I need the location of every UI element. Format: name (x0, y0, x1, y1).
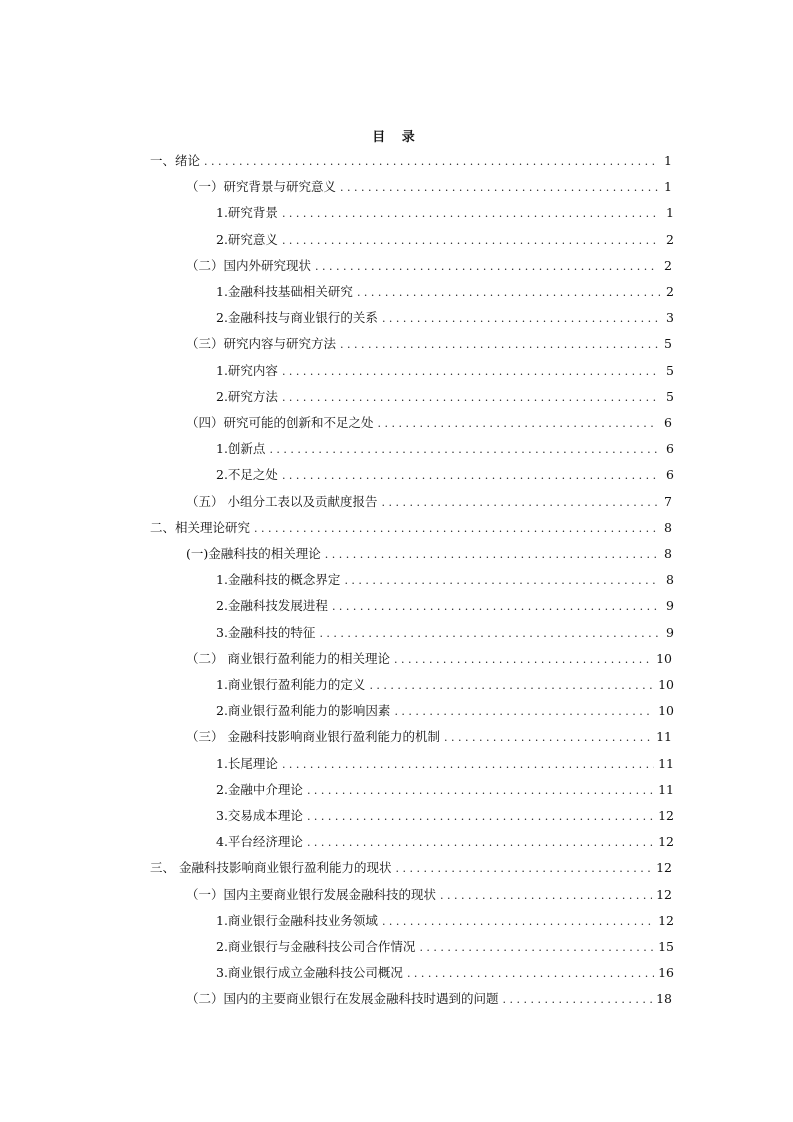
toc-entry[interactable] (186, 490, 672, 514)
toc-entry-label: (一)金融科技的相关理论 (186, 546, 321, 561)
toc-entry-label: 1.商业银行金融科技业务领域 (216, 912, 378, 928)
toc-entry-page: 1 (664, 179, 672, 195)
toc-entry-page: 16 (658, 965, 674, 981)
toc-leader-dots (282, 386, 660, 410)
toc-entry[interactable] (150, 856, 672, 880)
toc-entry-label: 1.金融科技的概念界定 (216, 572, 341, 588)
toc-entry-label: （一）研究背景与研究意义 (186, 179, 337, 195)
toc-leader-dots (325, 543, 658, 567)
toc-leader-dots (307, 779, 654, 803)
toc-leader-dots (204, 150, 658, 174)
toc-entry-page: 15 (658, 939, 674, 954)
toc-entry-page: 5 (666, 362, 674, 378)
toc-leader-dots (319, 622, 660, 646)
toc-leader-dots (407, 962, 654, 986)
toc-leader-dots (340, 333, 658, 357)
toc-leader-dots (315, 255, 658, 279)
toc-entry-label: 2.商业银行盈利能力的影响因素 (216, 703, 391, 719)
toc-entry[interactable] (216, 621, 674, 645)
toc-entry-page: 11 (656, 729, 672, 745)
toc-entry[interactable] (216, 804, 674, 828)
toc-entry-page: 12 (658, 912, 674, 928)
toc-entry-page: 11 (658, 755, 674, 771)
toc-entry-page: 11 (658, 781, 674, 797)
toc-entry[interactable] (216, 201, 674, 225)
toc-entry-page: 10 (658, 677, 674, 692)
toc-leader-dots (444, 726, 652, 750)
toc-entry-page: 6 (666, 441, 674, 457)
toc-entry[interactable] (216, 568, 674, 592)
toc-entry-label: 2.商业银行与金融科技公司合作情况 (216, 939, 416, 954)
toc-entry-page: 8 (664, 519, 672, 535)
toc-entry-page: 9 (666, 598, 674, 614)
toc-entry-page: 1 (666, 205, 674, 221)
toc-entry[interactable] (216, 228, 674, 252)
toc-leader-dots (419, 936, 654, 960)
toc-entry-page: 5 (664, 336, 672, 352)
toc-entry[interactable] (216, 830, 674, 854)
toc-leader-dots (378, 412, 658, 436)
toc-entry-label: 三、 金融科技影响商业银行盈利能力的现状 (150, 860, 392, 876)
toc-entry-page: 9 (666, 624, 674, 640)
toc-leader-dots (382, 910, 654, 934)
toc-leader-dots (307, 805, 654, 829)
toc-leader-dots (282, 464, 660, 488)
toc-entry[interactable] (216, 359, 674, 383)
toc-entry-page: 5 (666, 388, 674, 404)
toc-entry[interactable] (186, 725, 672, 749)
toc-entry-page: 12 (658, 834, 674, 850)
toc-entry[interactable] (216, 935, 674, 959)
toc-entry-label: （四）研究可能的创新和不足之处 (186, 415, 374, 430)
toc-entry[interactable] (186, 254, 672, 278)
toc-entry[interactable] (186, 175, 672, 199)
toc-entry-page: 2 (664, 257, 672, 273)
toc-leader-dots (282, 202, 660, 226)
toc-entry[interactable] (216, 778, 674, 802)
toc-entry-label: 2.金融科技发展进程 (216, 598, 328, 614)
toc-entry-label: 1.金融科技基础相关研究 (216, 284, 353, 299)
toc-leader-dots (394, 648, 652, 672)
toc-entry-page: 10 (658, 703, 674, 719)
toc-entry-label: 1.长尾理论 (216, 755, 278, 771)
toc-entry-page: 10 (656, 650, 672, 666)
toc-entry-label: 1.创新点 (216, 441, 266, 457)
toc-entry-label: 1.商业银行盈利能力的定义 (216, 677, 366, 692)
toc-entry-label: 3.交易成本理论 (216, 808, 303, 823)
toc-entry-label: （二） 商业银行盈利能力的相关理论 (186, 650, 390, 666)
toc-entry-label: 3.金融科技的特征 (216, 624, 316, 640)
toc-leader-dots (282, 360, 660, 384)
toc-leader-dots (269, 438, 660, 462)
toc-entry-label: 2.金融科技与商业银行的关系 (216, 310, 378, 326)
toc-entry-label: 1.研究内容 (216, 362, 278, 378)
toc-entry[interactable] (216, 673, 674, 697)
toc-entry-page: 12 (656, 886, 672, 902)
toc-entry-label: 3.商业银行成立金融科技公司概况 (216, 965, 403, 981)
toc-entry[interactable] (216, 437, 674, 461)
toc-leader-dots (503, 988, 653, 1012)
toc-leader-dots (332, 595, 660, 619)
toc-entry-page: 3 (666, 310, 674, 326)
toc-entry[interactable] (150, 149, 672, 173)
toc-entry[interactable] (216, 385, 674, 409)
toc-entry-label: （五） 小组分工表以及贡献度报告 (186, 493, 378, 509)
toc-leader-dots (357, 281, 660, 305)
toc-entry-page: 12 (656, 860, 672, 876)
toc-entry[interactable] (216, 699, 674, 723)
toc-entry-page: 2 (666, 231, 674, 247)
toc-leader-dots (394, 700, 654, 724)
toc-entry-page: 6 (666, 467, 674, 483)
toc-leader-dots (340, 176, 658, 200)
toc-entry-page: 12 (658, 808, 674, 823)
toc-leader-dots (381, 491, 658, 515)
toc-entry[interactable] (186, 411, 672, 435)
toc-entry[interactable] (186, 883, 672, 907)
toc-entry-page: 6 (664, 415, 672, 430)
toc-entry-label: （二）国内外研究现状 (186, 257, 312, 273)
toc-entry-page: 8 (664, 546, 672, 561)
toc-entry-page: 7 (664, 493, 672, 509)
toc-leader-dots (382, 307, 660, 331)
toc-entry-label: 一、绪论 (150, 153, 201, 168)
toc-entry-page: 1 (664, 153, 672, 168)
toc-entry[interactable] (150, 516, 672, 540)
toc-leader-dots (307, 831, 654, 855)
toc-entry-label: （三） 金融科技影响商业银行盈利能力的机制 (186, 729, 440, 745)
toc-leader-dots (282, 229, 660, 253)
toc-entry[interactable] (186, 332, 672, 356)
toc-entry[interactable] (216, 961, 674, 985)
toc-entry[interactable] (216, 280, 674, 304)
toc-title: 目 录 (372, 130, 421, 145)
toc-entry[interactable] (216, 594, 674, 618)
toc-entry-page: 2 (666, 284, 674, 299)
toc-entry-page: 8 (666, 572, 674, 588)
toc-entry-label: 2.不足之处 (216, 467, 278, 483)
toc-entry[interactable] (216, 463, 674, 487)
toc-entry-label: 2.研究方法 (216, 388, 278, 404)
toc-leader-dots (282, 753, 654, 777)
toc-entry[interactable] (216, 306, 674, 330)
toc-entry-label: 2.研究意义 (216, 231, 278, 247)
toc-entry-label: （二）国内的主要商业银行在发展金融科技时遇到的问题 (186, 991, 499, 1007)
toc-entry-label: 4.平台经济理论 (216, 834, 303, 850)
toc-entry-label: （三）研究内容与研究方法 (186, 336, 337, 352)
toc-entry-page: 18 (656, 991, 672, 1007)
toc-entry-label: 2.金融中介理论 (216, 781, 303, 797)
toc-entry-label: （一）国内主要商业银行发展金融科技的现状 (186, 886, 437, 902)
toc-entry[interactable] (186, 647, 672, 671)
toc-entry[interactable] (186, 542, 672, 566)
toc-entry[interactable] (216, 909, 674, 933)
toc-entry-label: 二、相关理论研究 (150, 519, 251, 535)
toc-entry[interactable] (186, 987, 672, 1011)
toc-leader-dots (369, 674, 654, 698)
toc-leader-dots (254, 517, 658, 541)
toc-leader-dots (344, 569, 660, 593)
toc-entry-label: 1.研究背景 (216, 205, 278, 221)
toc-leader-dots (395, 857, 652, 881)
toc-entry[interactable] (216, 752, 674, 776)
toc-leader-dots (440, 884, 652, 908)
